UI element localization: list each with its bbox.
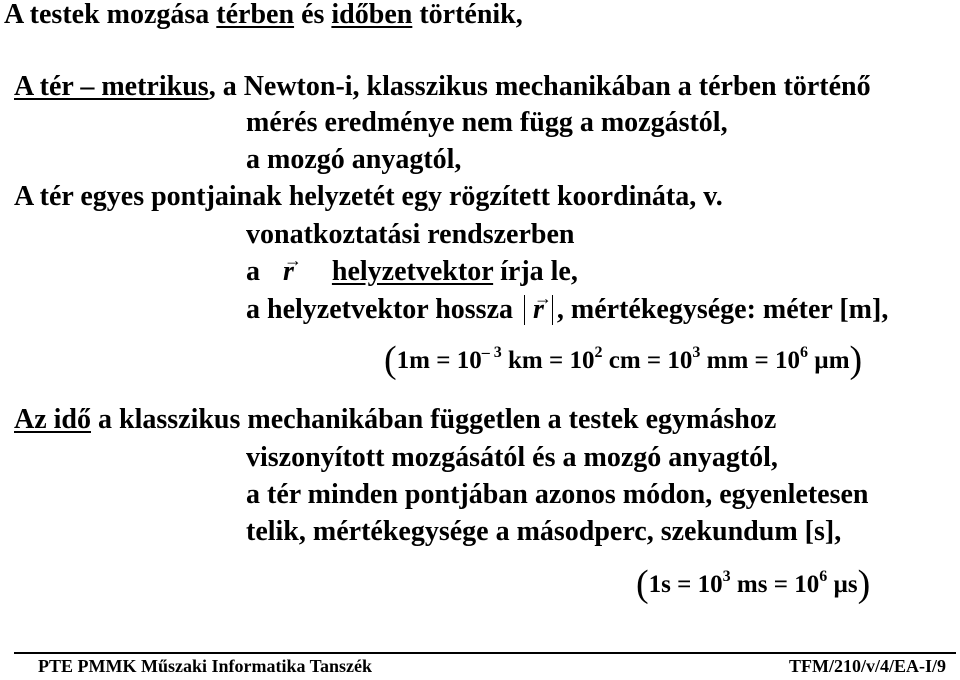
line-11: a tér minden pontjában azonos módon, egyenletesen	[246, 479, 869, 510]
line-9: Az idő a klasszikus mechanikában független a testek egymáshoz	[14, 404, 777, 435]
underlined-ter-metrikus: A tér – metrikus	[14, 71, 209, 102]
underlined-az-ido: Az idő	[14, 404, 91, 435]
line-2: A tér – metrikus, a Newton-i, klasszikus mechanikában a térben történő	[14, 71, 871, 102]
underlined-terben: térben	[216, 0, 295, 30]
equation-time-units: ($1s = 10^3$ ms = $10^6$ µs)	[636, 563, 871, 605]
footer-left: PTE PMMK Műszaki Informatika Tanszék	[38, 656, 373, 676]
line-8: a helyzetvektor hossza → r , mértékegysége: méter [m],	[246, 293, 888, 327]
line-3: mérés eredménye nem függ a mozgástól,	[246, 107, 728, 138]
footer-right: TFM/210/v/4/EA-I/9	[789, 656, 946, 676]
line-7: a → r helyzetvektor írja le,	[246, 255, 578, 289]
position-vector-symbol: → r	[283, 255, 294, 289]
line-1: A testek mozgása térben és időben történik,	[4, 0, 523, 30]
footer-divider	[14, 652, 956, 654]
line-10: viszonyított mozgásától és a mozgó anyagtól,	[246, 442, 778, 473]
line-6: vonatkoztatási rendszerben	[246, 219, 575, 250]
underlined-helyzetvektor: helyzetvektor	[331, 256, 494, 287]
line-5: A tér egyes pontjainak helyzetét egy rögzített koordináta, v.	[14, 181, 723, 212]
equation-length-units: ($1m = 10^{- 3}$ km = $10^2$ cm = $10^3$ mm = $10^6$ µm)	[384, 339, 863, 381]
underlined-idoben: időben	[331, 0, 413, 30]
line-4: a mozgó anyagtól,	[246, 144, 462, 175]
vector-magnitude: → r	[524, 295, 553, 325]
line-12: telik, mértékegysége a másodperc, szekundum [s],	[246, 516, 842, 547]
